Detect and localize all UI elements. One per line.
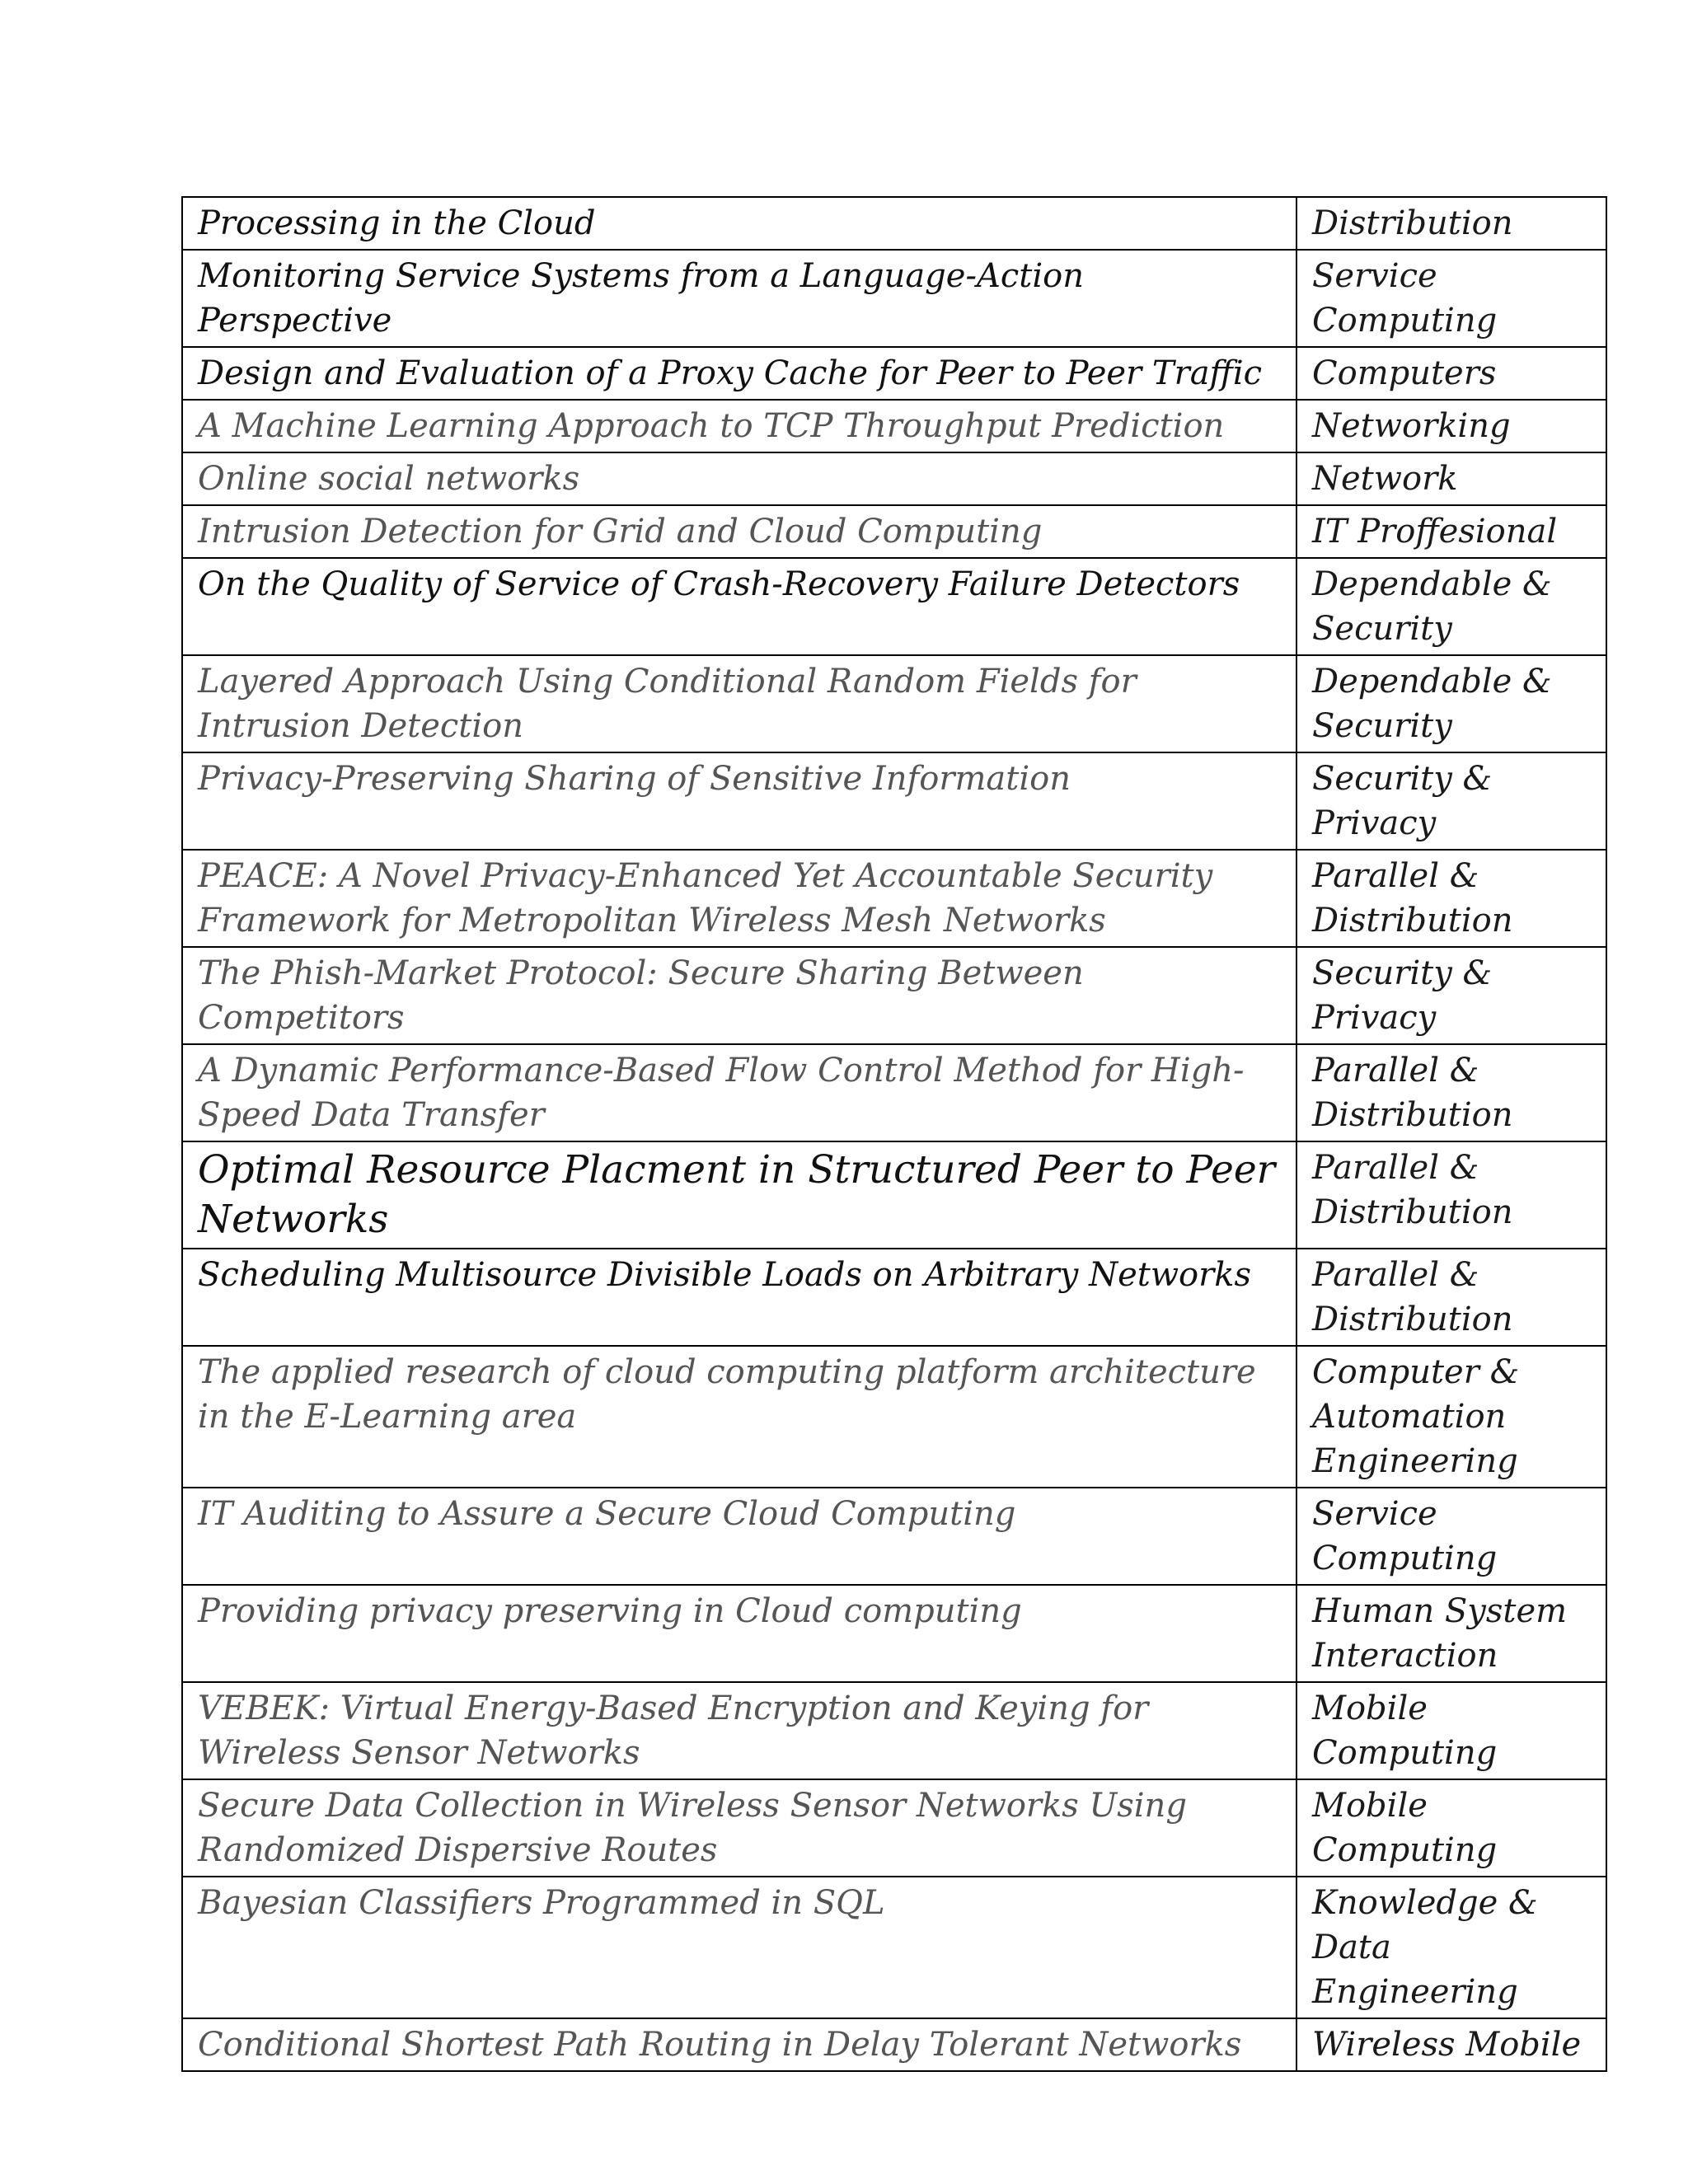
table-row [182, 1682, 1606, 1779]
project-title: Scheduling Multisource Divisible Loads on Arbitrary Networks [182, 1249, 1296, 1346]
table-row [182, 1585, 1606, 1682]
project-domain: Service Computing [1296, 250, 1606, 347]
project-title: IT Auditing to Assure a Secure Cloud Computing [182, 1488, 1296, 1585]
project-domain: Mobile Computing [1296, 1682, 1606, 1779]
project-title: A Machine Learning Approach to TCP Throughput Prediction [182, 400, 1296, 452]
project-domain: Networking [1296, 400, 1606, 452]
project-domain: Knowledge & Data Engineering [1296, 1877, 1606, 2018]
project-title: Design and Evaluation of a Proxy Cache for Peer to Peer Traffic [182, 347, 1296, 400]
table-row [182, 850, 1606, 947]
project-domain: Computers [1296, 347, 1606, 400]
project-title: PEACE: A Novel Privacy-Enhanced Yet Accountable Security Framework for Metropolitan Wireless Mesh Networks [182, 850, 1296, 947]
project-title: On the Quality of Service of Crash-Recovery Failure Detectors [182, 558, 1296, 655]
project-domain: Network [1296, 452, 1606, 505]
project-table-body [182, 197, 1606, 2071]
project-title: A Dynamic Performance-Based Flow Control Method for High-Speed Data Transfer [182, 1044, 1296, 1141]
table-row [182, 1044, 1606, 1141]
table-row [182, 452, 1606, 505]
table-row [182, 1488, 1606, 1585]
project-title: Layered Approach Using Conditional Random Fields for Intrusion Detection [182, 655, 1296, 752]
table-row [182, 347, 1606, 400]
project-title: The Phish-Market Protocol: Secure Sharing Between Competitors [182, 947, 1296, 1044]
project-title: Optimal Resource Placment in Structured Peer to Peer Networks [182, 1141, 1296, 1249]
project-title: Providing privacy preserving in Cloud computing [182, 1585, 1296, 1682]
project-domain: Security & Privacy [1296, 947, 1606, 1044]
project-domain: Dependable & Security [1296, 558, 1606, 655]
project-domain: Security & Privacy [1296, 752, 1606, 850]
table-row [182, 400, 1606, 452]
table-row [182, 1877, 1606, 2018]
project-domain: Mobile Computing [1296, 1779, 1606, 1877]
table-row [182, 250, 1606, 347]
project-title: Online social networks [182, 452, 1296, 505]
project-domain: IT Proffesional [1296, 505, 1606, 558]
project-title: Monitoring Service Systems from a Language-Action Perspective [182, 250, 1296, 347]
table-row [182, 558, 1606, 655]
table-row [182, 1141, 1606, 1249]
project-domain: Distribution [1296, 197, 1606, 250]
table-row [182, 505, 1606, 558]
project-domain: Dependable & Security [1296, 655, 1606, 752]
project-domain: Human System Interaction [1296, 1585, 1606, 1682]
table-row [182, 947, 1606, 1044]
project-title: Conditional Shortest Path Routing in Delay Tolerant Networks [182, 2018, 1296, 2071]
table-row [182, 2018, 1606, 2071]
table-row [182, 752, 1606, 850]
project-domain: Parallel & Distribution [1296, 1249, 1606, 1346]
table-row [182, 655, 1606, 752]
project-domain: Service Computing [1296, 1488, 1606, 1585]
table-row [182, 1346, 1606, 1488]
project-title: Privacy-Preserving Sharing of Sensitive Information [182, 752, 1296, 850]
project-title: Secure Data Collection in Wireless Sensor Networks Using Randomized Dispersive Routes [182, 1779, 1296, 1877]
table-row [182, 1779, 1606, 1877]
project-title: VEBEK: Virtual Energy-Based Encryption and Keying for Wireless Sensor Networks [182, 1682, 1296, 1779]
project-domain: Computer & Automation Engineering [1296, 1346, 1606, 1488]
table-row [182, 197, 1606, 250]
table-row [182, 1249, 1606, 1346]
project-domain: Wireless Mobile [1296, 2018, 1606, 2071]
project-title: The applied research of cloud computing platform architecture in the E-Learning area [182, 1346, 1296, 1488]
project-domain: Parallel & Distribution [1296, 1141, 1606, 1249]
project-title: Intrusion Detection for Grid and Cloud Computing [182, 505, 1296, 558]
project-table [181, 196, 1607, 2072]
project-title: Processing in the Cloud [182, 197, 1296, 250]
project-domain: Parallel & Distribution [1296, 850, 1606, 947]
project-domain: Parallel & Distribution [1296, 1044, 1606, 1141]
project-title: Bayesian Classifiers Programmed in SQL [182, 1877, 1296, 2018]
